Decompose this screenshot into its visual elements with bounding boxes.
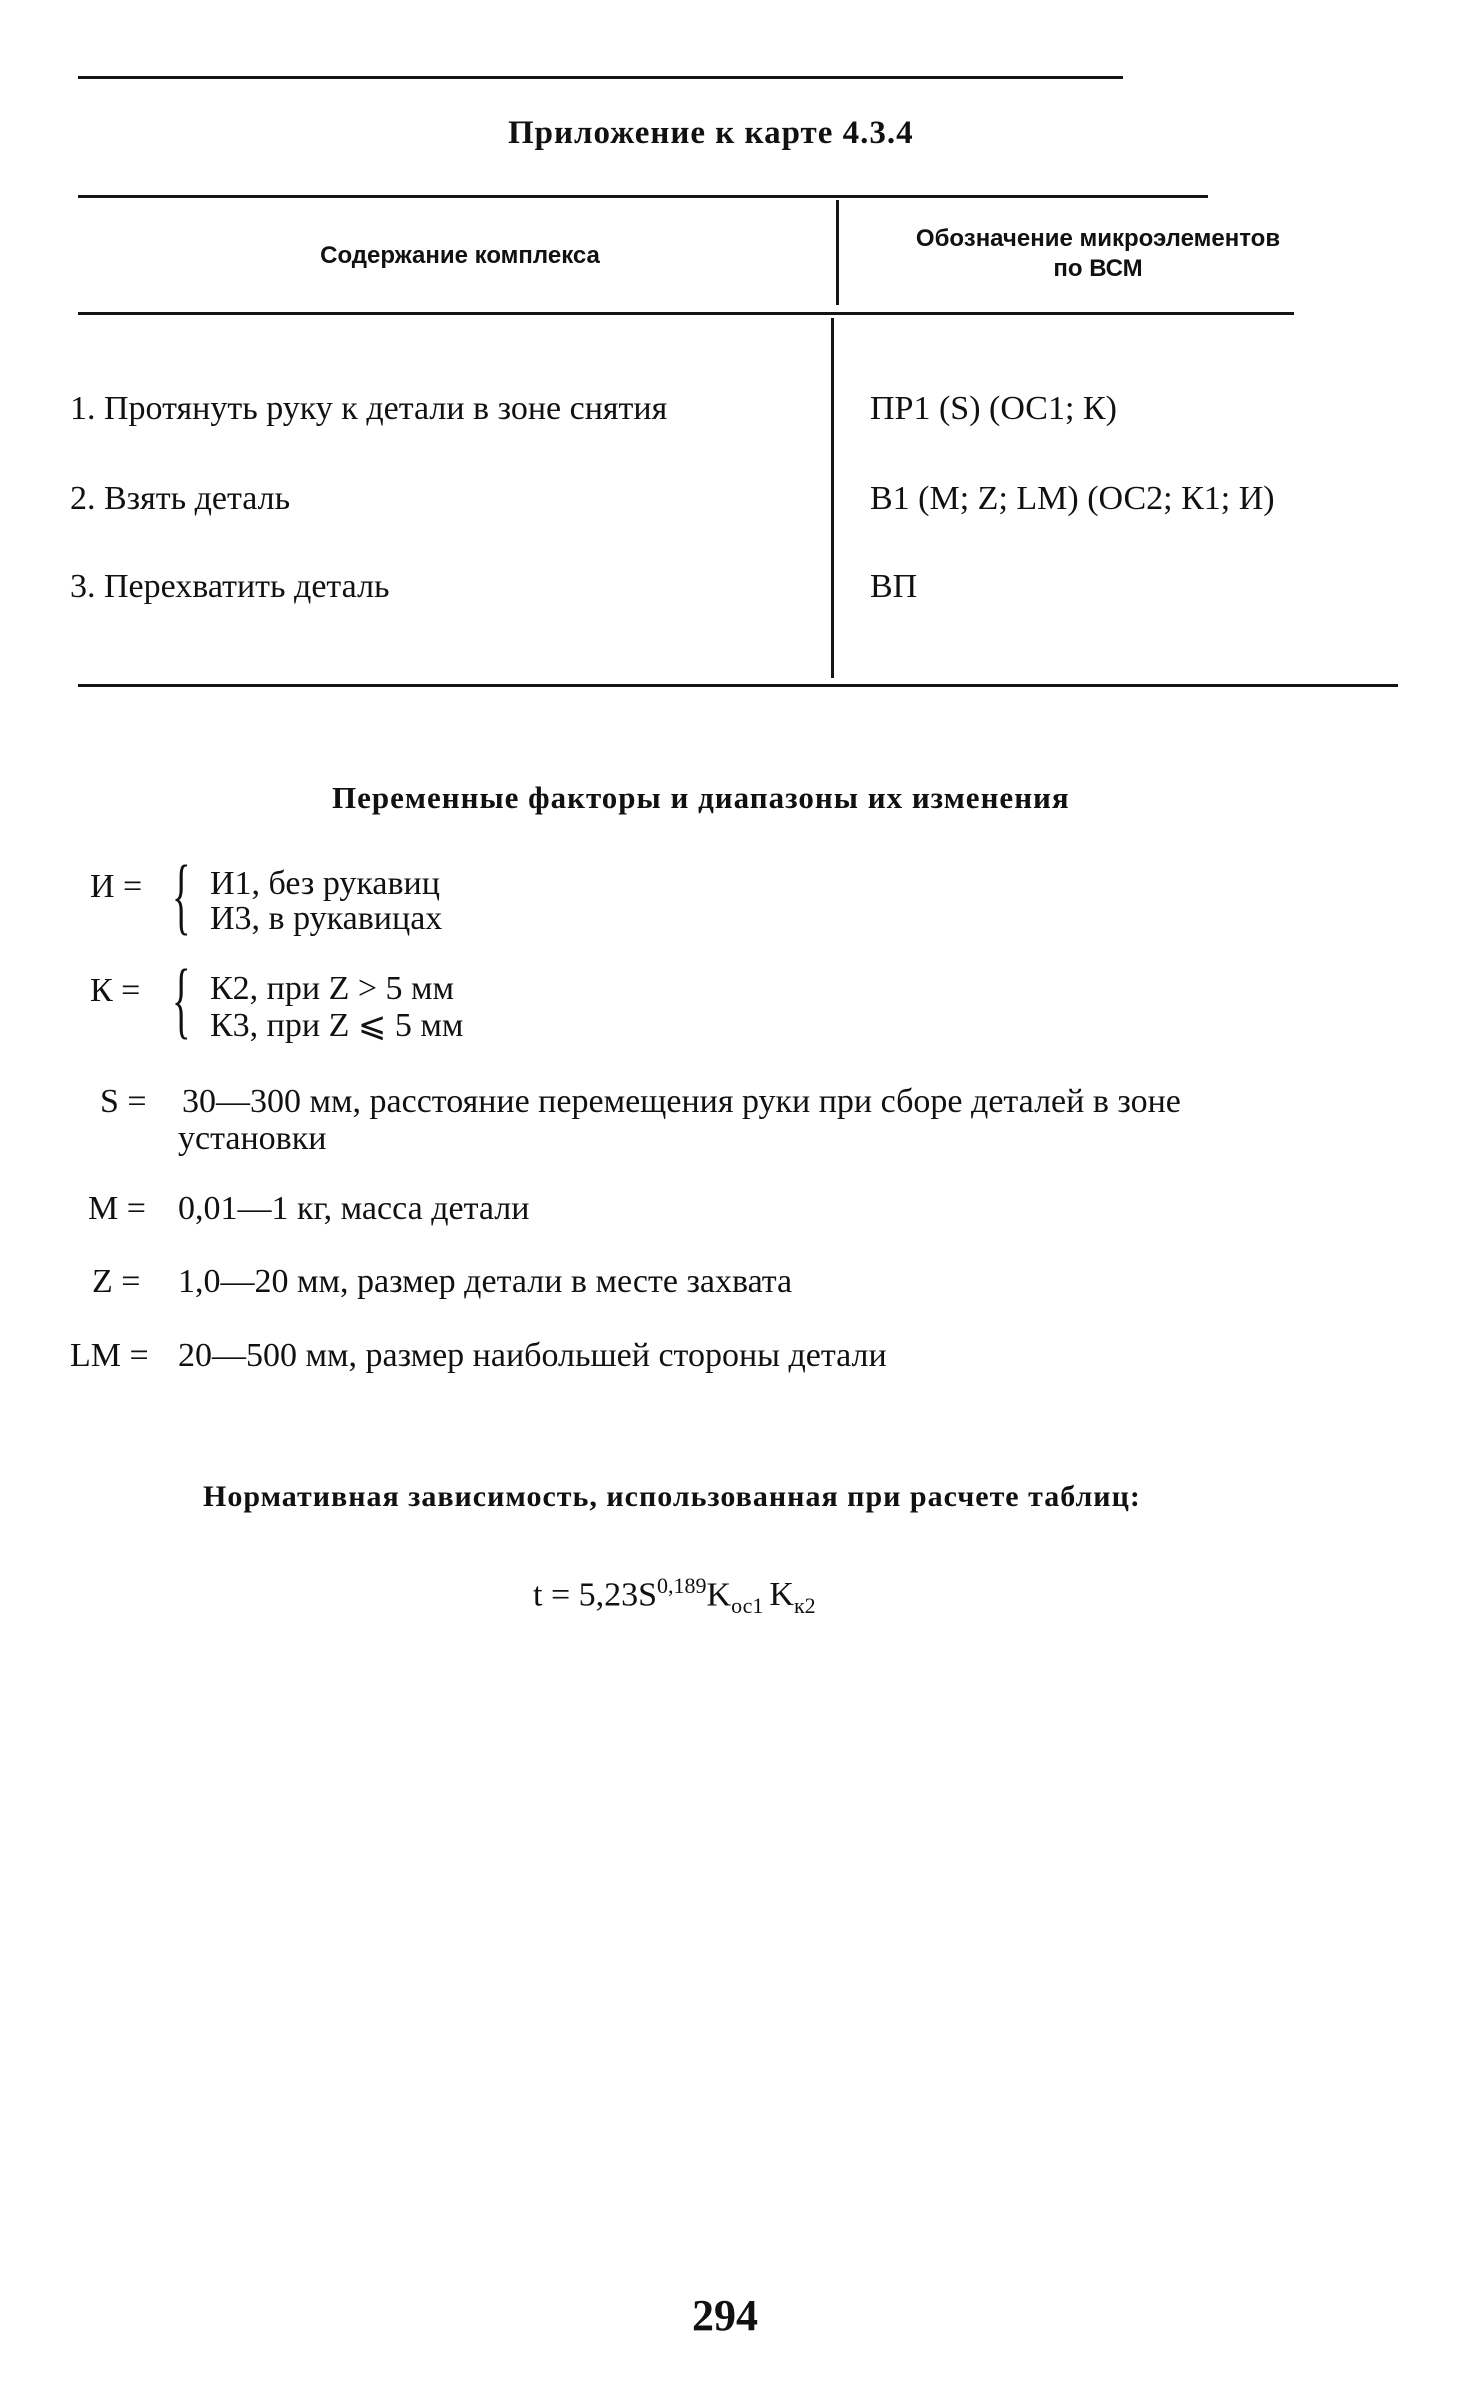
header-content: Содержание комплекса <box>320 242 600 269</box>
factor-i-label: И = <box>90 868 143 905</box>
formula-k1-subscript: ос1 <box>731 1593 764 1619</box>
formula-exponent: 0,189 <box>657 1573 707 1598</box>
table-header-rule <box>78 312 1294 315</box>
factor-m-label: M = <box>88 1190 146 1227</box>
formula-k1: K <box>706 1576 732 1614</box>
table-row-code: В1 (М; Z; LM) (ОС2; К1; И) <box>870 480 1275 517</box>
formula-base: 5,23S <box>578 1576 658 1614</box>
factor-k-line1: К2, при Z > 5 мм <box>210 970 455 1007</box>
top-rule <box>78 76 1123 79</box>
header-code-line2: по ВСМ <box>1053 255 1143 282</box>
table-row-content: 3. Перехватить деталь <box>70 568 390 605</box>
brace-k: { <box>172 951 191 1047</box>
factor-i-line2: И3, в рукавицах <box>210 900 443 937</box>
table-divider-body <box>831 318 834 678</box>
factor-s-text-cont: установки <box>178 1120 327 1157</box>
factor-s-label: S = <box>100 1083 147 1120</box>
factor-z-label: Z = <box>92 1263 141 1300</box>
brace-i: { <box>172 847 191 943</box>
page-number: 294 <box>692 2291 758 2340</box>
table-divider-header <box>836 200 839 305</box>
table-row-code: ВП <box>870 568 918 605</box>
formula-lhs: t = <box>533 1576 571 1614</box>
table-row-content: 1. Протянуть руку к детали в зоне снятия <box>70 390 668 427</box>
table-bottom-rule <box>78 684 1398 687</box>
factors-heading: Переменные факторы и диапазоны их изменения <box>332 780 1070 815</box>
formula-heading: Нормативная зависимость, использованная при расчете таблиц: <box>203 1480 1141 1513</box>
table-top-rule <box>78 195 1208 198</box>
factor-lm-label: LM = <box>70 1337 149 1374</box>
formula-k2-subscript: к2 <box>793 1593 816 1619</box>
factor-s-text: 30—300 мм, расстояние перемещения руки при сборе деталей в зоне <box>182 1083 1181 1120</box>
factor-m-text: 0,01—1 кг, масса детали <box>178 1190 530 1227</box>
header-code-line1: Обозначение микроэлементов <box>915 225 1281 252</box>
factor-lm-text: 20—500 мм, размер наибольшей стороны детали <box>178 1337 887 1374</box>
page-title: Приложение к карте 4.3.4 <box>508 115 914 151</box>
table-row-content: 2. Взять деталь <box>70 480 291 517</box>
factor-z-text: 1,0—20 мм, размер детали в месте захвата <box>178 1263 793 1300</box>
table-row-code: ПР1 (S) (ОС1; К) <box>870 390 1117 427</box>
formula-k2: K <box>769 1576 794 1614</box>
formula <box>533 1573 816 1619</box>
factor-i-line1: И1, без рукавиц <box>210 865 440 902</box>
factor-k-label: К = <box>90 972 141 1009</box>
factor-k-line2: К3, при Z ⩽ 5 мм <box>210 1007 464 1044</box>
